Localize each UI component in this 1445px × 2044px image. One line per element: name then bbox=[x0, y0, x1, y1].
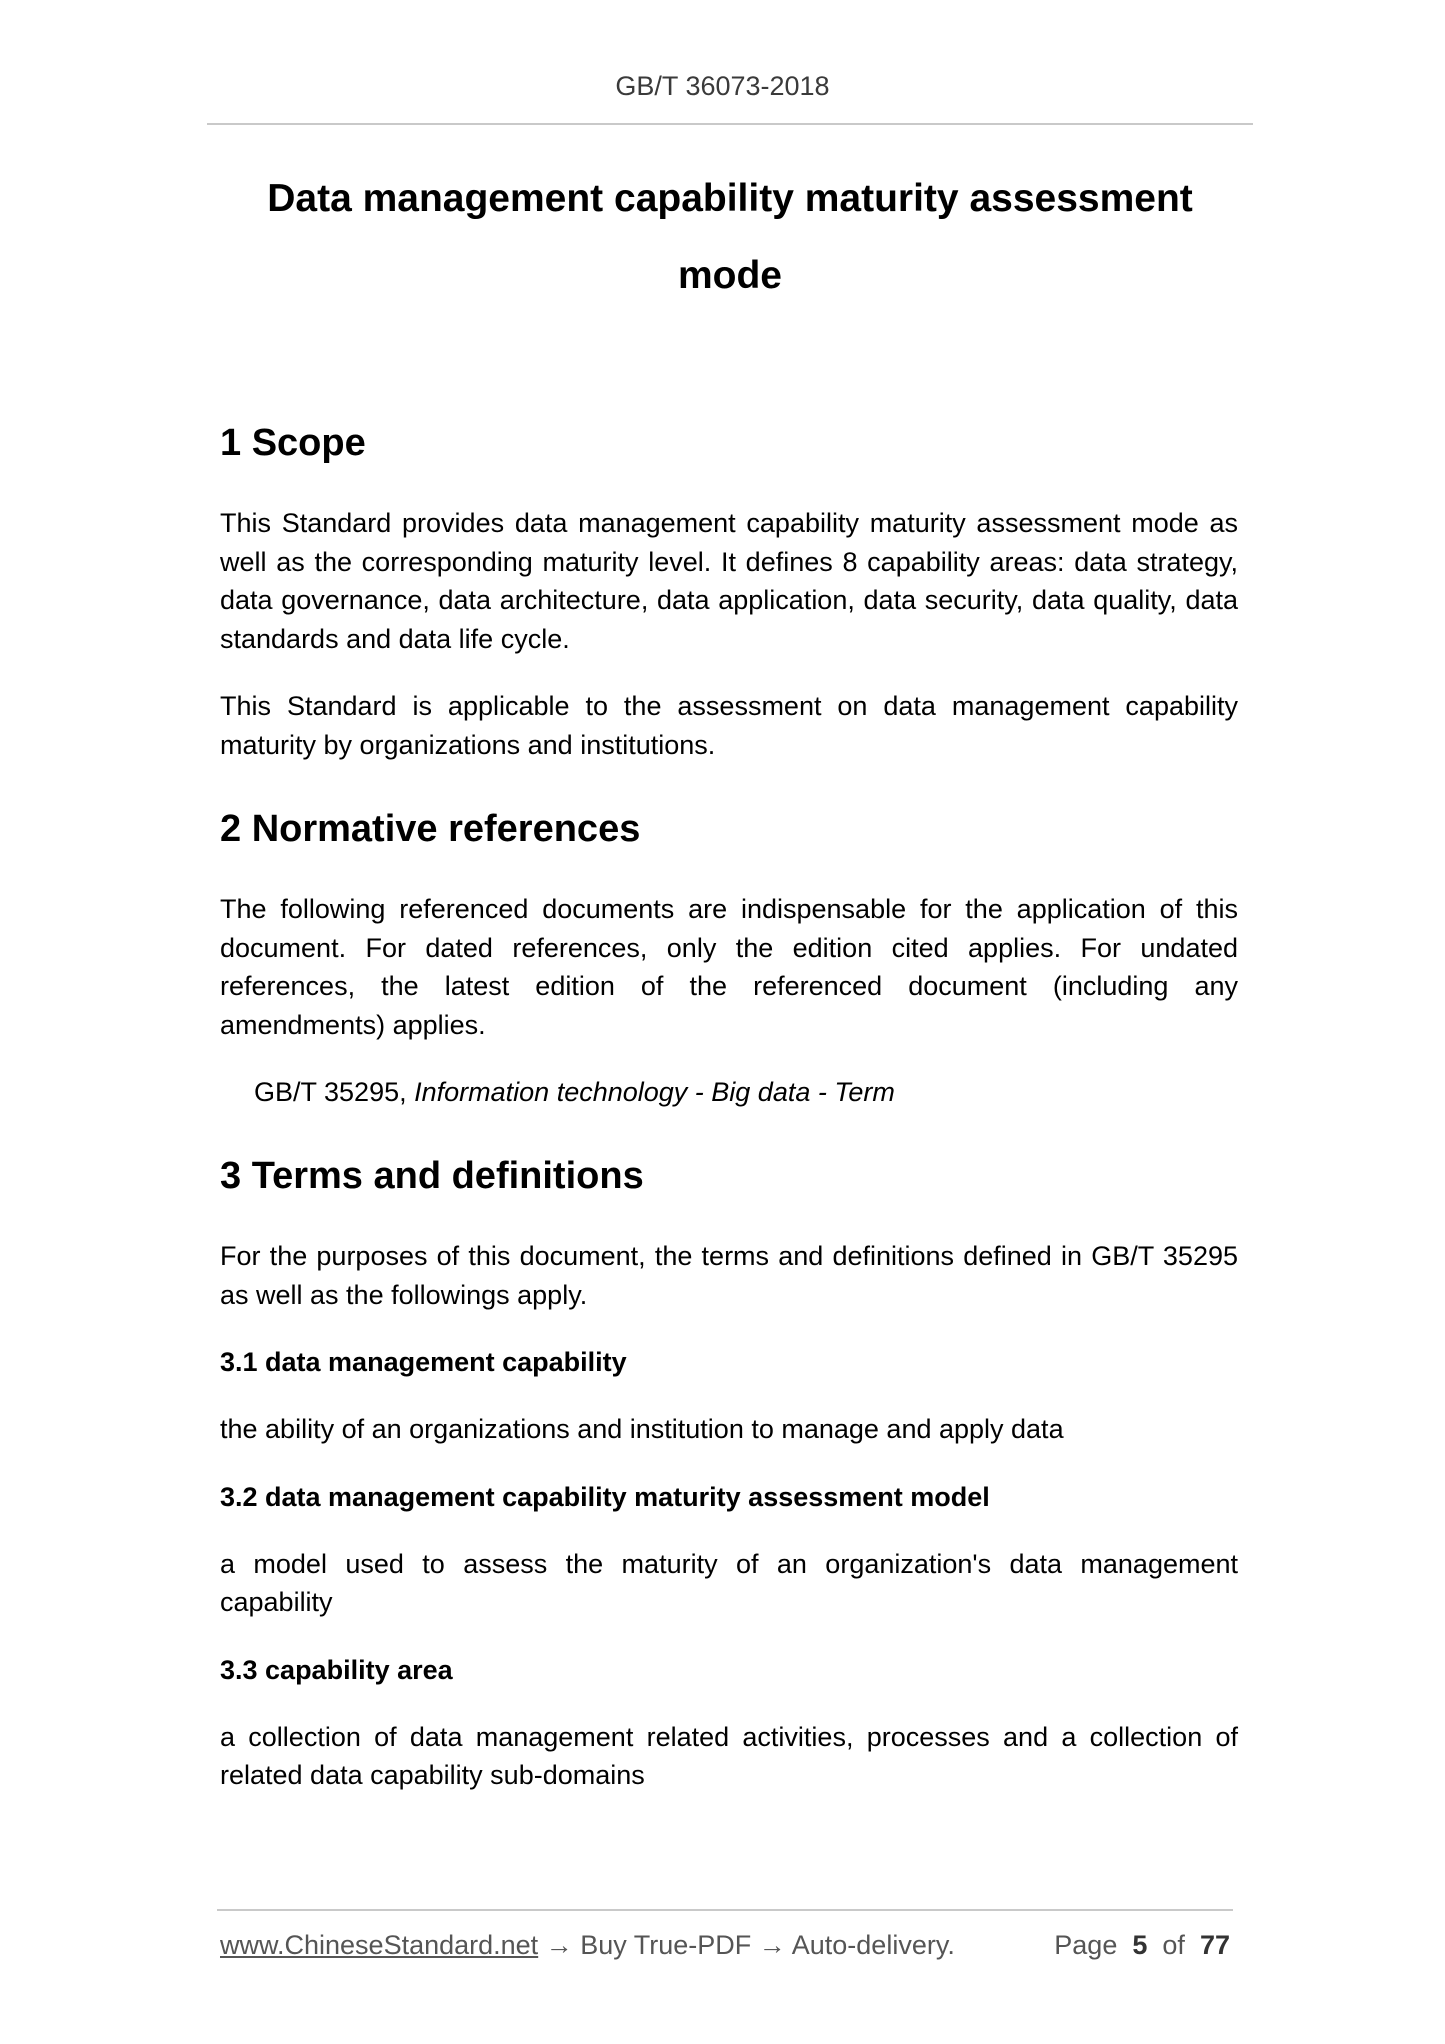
document-title bbox=[207, 160, 1253, 314]
term-definition-3-2: a model used to assess the maturity of an organization's data management capability bbox=[220, 1548, 1238, 1617]
title-line-1: Data management capability maturity assessment bbox=[267, 177, 1193, 220]
footer-divider bbox=[217, 1909, 1233, 1911]
header-divider bbox=[207, 123, 1253, 125]
scope-paragraph-2: This Standard is applicable to the assessment on data management capability maturity by organizations and institutions. bbox=[220, 691, 1238, 760]
term-heading-3-3: 3.3 capability area bbox=[220, 1654, 453, 1685]
section-heading-normative-references: 2 Normative references bbox=[220, 808, 641, 850]
page-label: Page bbox=[1054, 1930, 1118, 1960]
running-header: GB/T 36073-2018 bbox=[615, 71, 830, 101]
of-label: of bbox=[1162, 1930, 1185, 1960]
scope-paragraph-1: This Standard provides data management capability maturity assessment mode as well as the corresponding maturity level. It defines 8 capability areas: data strategy, data governance, data architecture, data application, data security, data quality, data standards and data life cycle. bbox=[220, 508, 1238, 654]
reference-item bbox=[254, 1073, 1238, 1111]
reference-code: GB/T 35295, bbox=[254, 1077, 407, 1107]
page-footer bbox=[220, 1930, 1230, 1970]
reference-title: Information technology - Big data - Term bbox=[414, 1077, 895, 1107]
terms-intro: For the purposes of this document, the terms and definitions defined in GB/T 35295 as well as the followings apply. bbox=[220, 1241, 1238, 1310]
term-definition-3-1: the ability of an organizations and institution to manage and apply data bbox=[220, 1414, 1064, 1444]
term-heading-3-1: 3.1 data management capability bbox=[220, 1347, 627, 1377]
page-number: 5 bbox=[1132, 1930, 1148, 1960]
document-body bbox=[220, 420, 1238, 1824]
total-pages: 77 bbox=[1199, 1930, 1230, 1960]
page-indicator bbox=[1054, 1930, 1230, 1961]
section-heading-scope: 1 Scope bbox=[220, 422, 366, 464]
section-heading-terms: 3 Terms and definitions bbox=[220, 1155, 644, 1197]
normative-paragraph: The following referenced documents are indispensable for the application of this document. For dated references, only the edition cited applies. For undated references, the latest edition of the referenced document (including any amendments) applies. bbox=[220, 894, 1238, 1040]
website-link[interactable]: www.ChineseStandard.net bbox=[220, 1930, 539, 1960]
term-definition-3-3: a collection of data management related activities, processes and a collection of related data capability sub-domains bbox=[220, 1721, 1238, 1790]
footer-left bbox=[220, 1930, 955, 1961]
title-line-2: mode bbox=[677, 254, 782, 297]
term-heading-3-2: 3.2 data management capability maturity assessment model bbox=[220, 1481, 990, 1512]
footer-cta: → Buy True-PDF → Auto-delivery. bbox=[545, 1930, 955, 1960]
